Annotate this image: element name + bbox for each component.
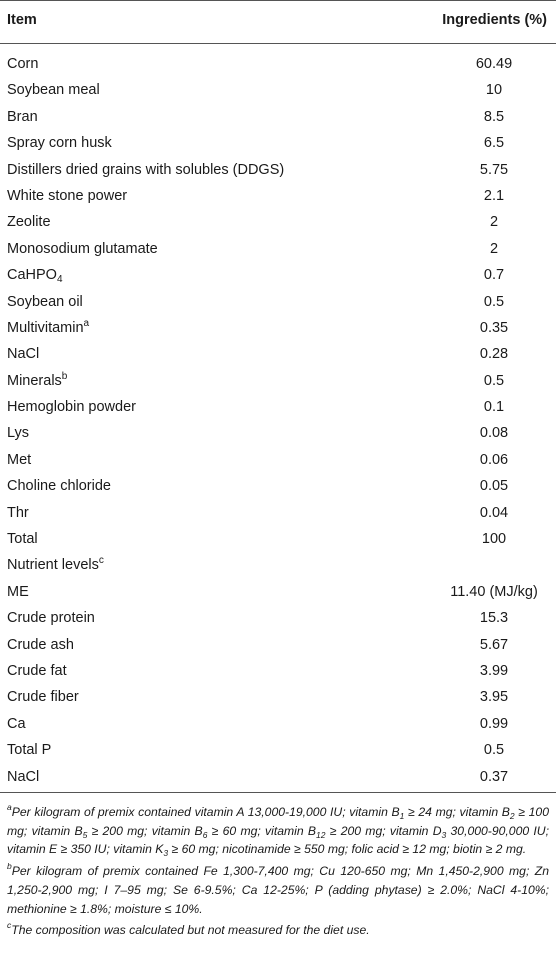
row-value: 0.06 (479, 451, 509, 468)
table-row (0, 714, 556, 740)
row-item-name (7, 742, 51, 758)
row-item-name (7, 241, 158, 257)
table-row (0, 661, 556, 687)
row-item-text: NaCl (7, 346, 40, 363)
row-item-name (7, 425, 29, 441)
row-item-name (7, 689, 79, 705)
row-value: 11.40 (MJ/kg) (450, 583, 538, 600)
row-item-name (7, 531, 38, 547)
row-item-name (7, 294, 83, 310)
table-row (0, 107, 556, 133)
row-item-text: Bran (7, 108, 38, 125)
row-value: 0.5 (483, 372, 505, 389)
row-value: 8.5 (483, 108, 505, 125)
footnote-text: Per kilogram of premix contained vitamin A 13,000-19,000 IU; vitamin B (11, 805, 400, 819)
row-value: 5.67 (479, 636, 509, 653)
row-item-text: Choline chloride (7, 478, 111, 495)
bottom-rule (0, 792, 556, 793)
table-row (0, 555, 556, 581)
table-row (0, 186, 556, 212)
row-item-text: Minerals (7, 372, 62, 389)
row-item-text: Crude ash (7, 636, 74, 653)
footnote-text: ≥ 200 mg; vitamin B (87, 823, 203, 838)
row-value: 0.5 (483, 742, 505, 759)
row-item-text: Spray corn husk (7, 135, 112, 152)
row-item-text: Zeolite (7, 214, 51, 231)
header-item: Item (7, 12, 37, 28)
table-row (0, 239, 556, 265)
row-item-text: Corn (7, 56, 39, 72)
table-row (0, 740, 556, 766)
row-value: 100 (481, 531, 507, 548)
row-value: 0.5 (483, 293, 505, 310)
table-row (0, 450, 556, 476)
footnote-c (7, 921, 549, 940)
row-item-text: Crude fat (7, 662, 67, 679)
row-value: 15.3 (479, 610, 509, 627)
row-item-name (7, 637, 74, 653)
row-item-superscript: b (61, 370, 68, 382)
table-row (0, 608, 556, 634)
row-item-name (7, 56, 38, 72)
row-value: 6.5 (483, 135, 505, 152)
table-row (0, 582, 556, 608)
row-item-text: Crude protein (7, 610, 95, 627)
row-value: 2.1 (483, 187, 505, 204)
row-item-name (7, 505, 29, 521)
row-item-text: Ca (7, 715, 26, 732)
row-item-text: Soybean meal (7, 82, 100, 99)
row-item-text: Hemoglobin powder (7, 399, 136, 416)
row-item-text: Total (7, 531, 38, 548)
footnote-mark: a (7, 802, 12, 812)
table-body (0, 54, 556, 793)
row-value: 0.28 (479, 346, 509, 363)
row-item-text: Soybean oil (7, 293, 83, 310)
table-row (0, 265, 556, 291)
footnote-subscript: 3 (163, 848, 169, 859)
row-item-name (7, 214, 51, 230)
row-item-name (7, 317, 90, 336)
row-value: 0.35 (479, 319, 509, 336)
table-row (0, 476, 556, 502)
row-item-name (7, 267, 63, 286)
table-row (0, 423, 556, 449)
row-item-text: Distillers dried grains with solubles (DDGS) (7, 161, 285, 178)
footnote-subscript: 6 (202, 829, 208, 840)
row-item-name (7, 188, 127, 204)
row-item-name (7, 769, 39, 785)
row-item-name (7, 162, 284, 178)
footnote-mark: b (7, 861, 12, 872)
footnote-text: 30,000-90,000 IU; vitamin E ≥ 350 IU; vitamin K (7, 823, 549, 857)
row-value: 2 (489, 214, 499, 231)
footnotes (7, 803, 549, 943)
row-item-text: Nutrient levels (7, 557, 99, 574)
footnote-b (7, 862, 549, 918)
row-value: 0.05 (479, 478, 509, 495)
footnote-subscript: 5 (82, 829, 88, 840)
footnote-mark: c (7, 920, 12, 931)
row-item-name (7, 584, 29, 600)
footnote-text: ≥ 24 mg; vitamin B (404, 805, 510, 819)
row-item-text: Monosodium glutamate (7, 240, 158, 257)
row-item-superscript: c (98, 555, 104, 567)
row-item-name (7, 109, 38, 125)
row-value: 3.99 (479, 662, 509, 679)
row-item-name (7, 346, 39, 362)
row-item-name (7, 82, 100, 98)
footnote-subscript: 3 (441, 829, 447, 840)
row-item-text: Lys (7, 425, 30, 442)
table-row (0, 80, 556, 106)
row-item-text: NaCl (7, 768, 40, 785)
footnote-subscript: 12 (316, 829, 326, 840)
row-value: 3.95 (479, 689, 509, 706)
row-item-text: ME (7, 583, 29, 600)
row-value: 0.37 (479, 768, 509, 785)
row-item-name (7, 135, 112, 151)
row-item-name (7, 370, 68, 389)
footnote-text: ≥ 200 mg; vitamin D (325, 823, 442, 838)
row-item-subscript: 4 (56, 274, 63, 286)
row-item-text: Met (7, 451, 32, 468)
table-row (0, 687, 556, 713)
footnote-text: ≥ 100 mg; vitamin B (7, 805, 549, 838)
table-row (0, 212, 556, 238)
footnote-text: The composition was calculated but not measured for the diet use. (11, 923, 370, 938)
footnote-subscript: 2 (509, 811, 515, 821)
row-value: 0.7 (483, 267, 505, 284)
footnote-text: ≥ 60 mg; vitamin B (207, 823, 317, 838)
table-row (0, 133, 556, 159)
row-item-name (7, 716, 26, 732)
row-item-name (7, 663, 67, 679)
row-item-superscript: a (83, 317, 90, 329)
row-value: 2 (489, 240, 499, 257)
row-item-text: Thr (7, 504, 29, 521)
row-item-name (7, 452, 31, 468)
header-rule (0, 43, 556, 44)
row-item-text: Multivitamin (7, 319, 84, 336)
table-row (0, 371, 556, 397)
footnote-text: ≥ 60 mg; nicotinamide ≥ 550 mg; folic acid ≥ 12 mg; biotin ≥ 2 mg. (168, 842, 527, 857)
row-item-text: White stone power (7, 187, 128, 204)
table-row (0, 397, 556, 423)
table-row (0, 635, 556, 661)
row-value: 60.49 (475, 56, 513, 72)
footnote-a (7, 803, 549, 859)
row-value: 0.1 (483, 399, 505, 416)
table-header (0, 0, 556, 43)
row-item-name (7, 478, 111, 494)
table-row (0, 529, 556, 555)
row-item-text: CaHPO (7, 267, 57, 284)
table-row (0, 344, 556, 370)
table-row (0, 318, 556, 344)
row-value: 0.99 (479, 715, 509, 732)
footnote-subscript: 1 (399, 811, 405, 821)
row-item-name (7, 610, 95, 626)
table-row (0, 292, 556, 318)
row-item-name (7, 399, 136, 415)
header-ingredients: Ingredients (%) (442, 12, 547, 28)
table-row (0, 503, 556, 529)
footnote-text: Per kilogram of premix contained Fe 1,300-7,400 mg; Cu 120-650 mg; Mn 1,450-2,900 mg; Zn 1,250-2,900 mg; I 7–95 mg; Se 6-9.5%; Ca 12-25%; P (adding phytase) ≥ 2.0%; NaCl 4-10%; methionine ≥ 1.8%; moisture ≤ 10%. (7, 864, 549, 916)
table-row (0, 767, 556, 793)
row-value: 0.04 (479, 504, 509, 521)
row-item-text: Total P (7, 742, 52, 759)
table-row (0, 54, 556, 80)
table-row (0, 160, 556, 186)
row-item-text: Crude fiber (7, 689, 79, 706)
row-value: 5.75 (479, 161, 509, 178)
row-item-name (7, 557, 104, 573)
row-value: 10 (485, 82, 503, 99)
row-value: 0.08 (479, 425, 509, 442)
